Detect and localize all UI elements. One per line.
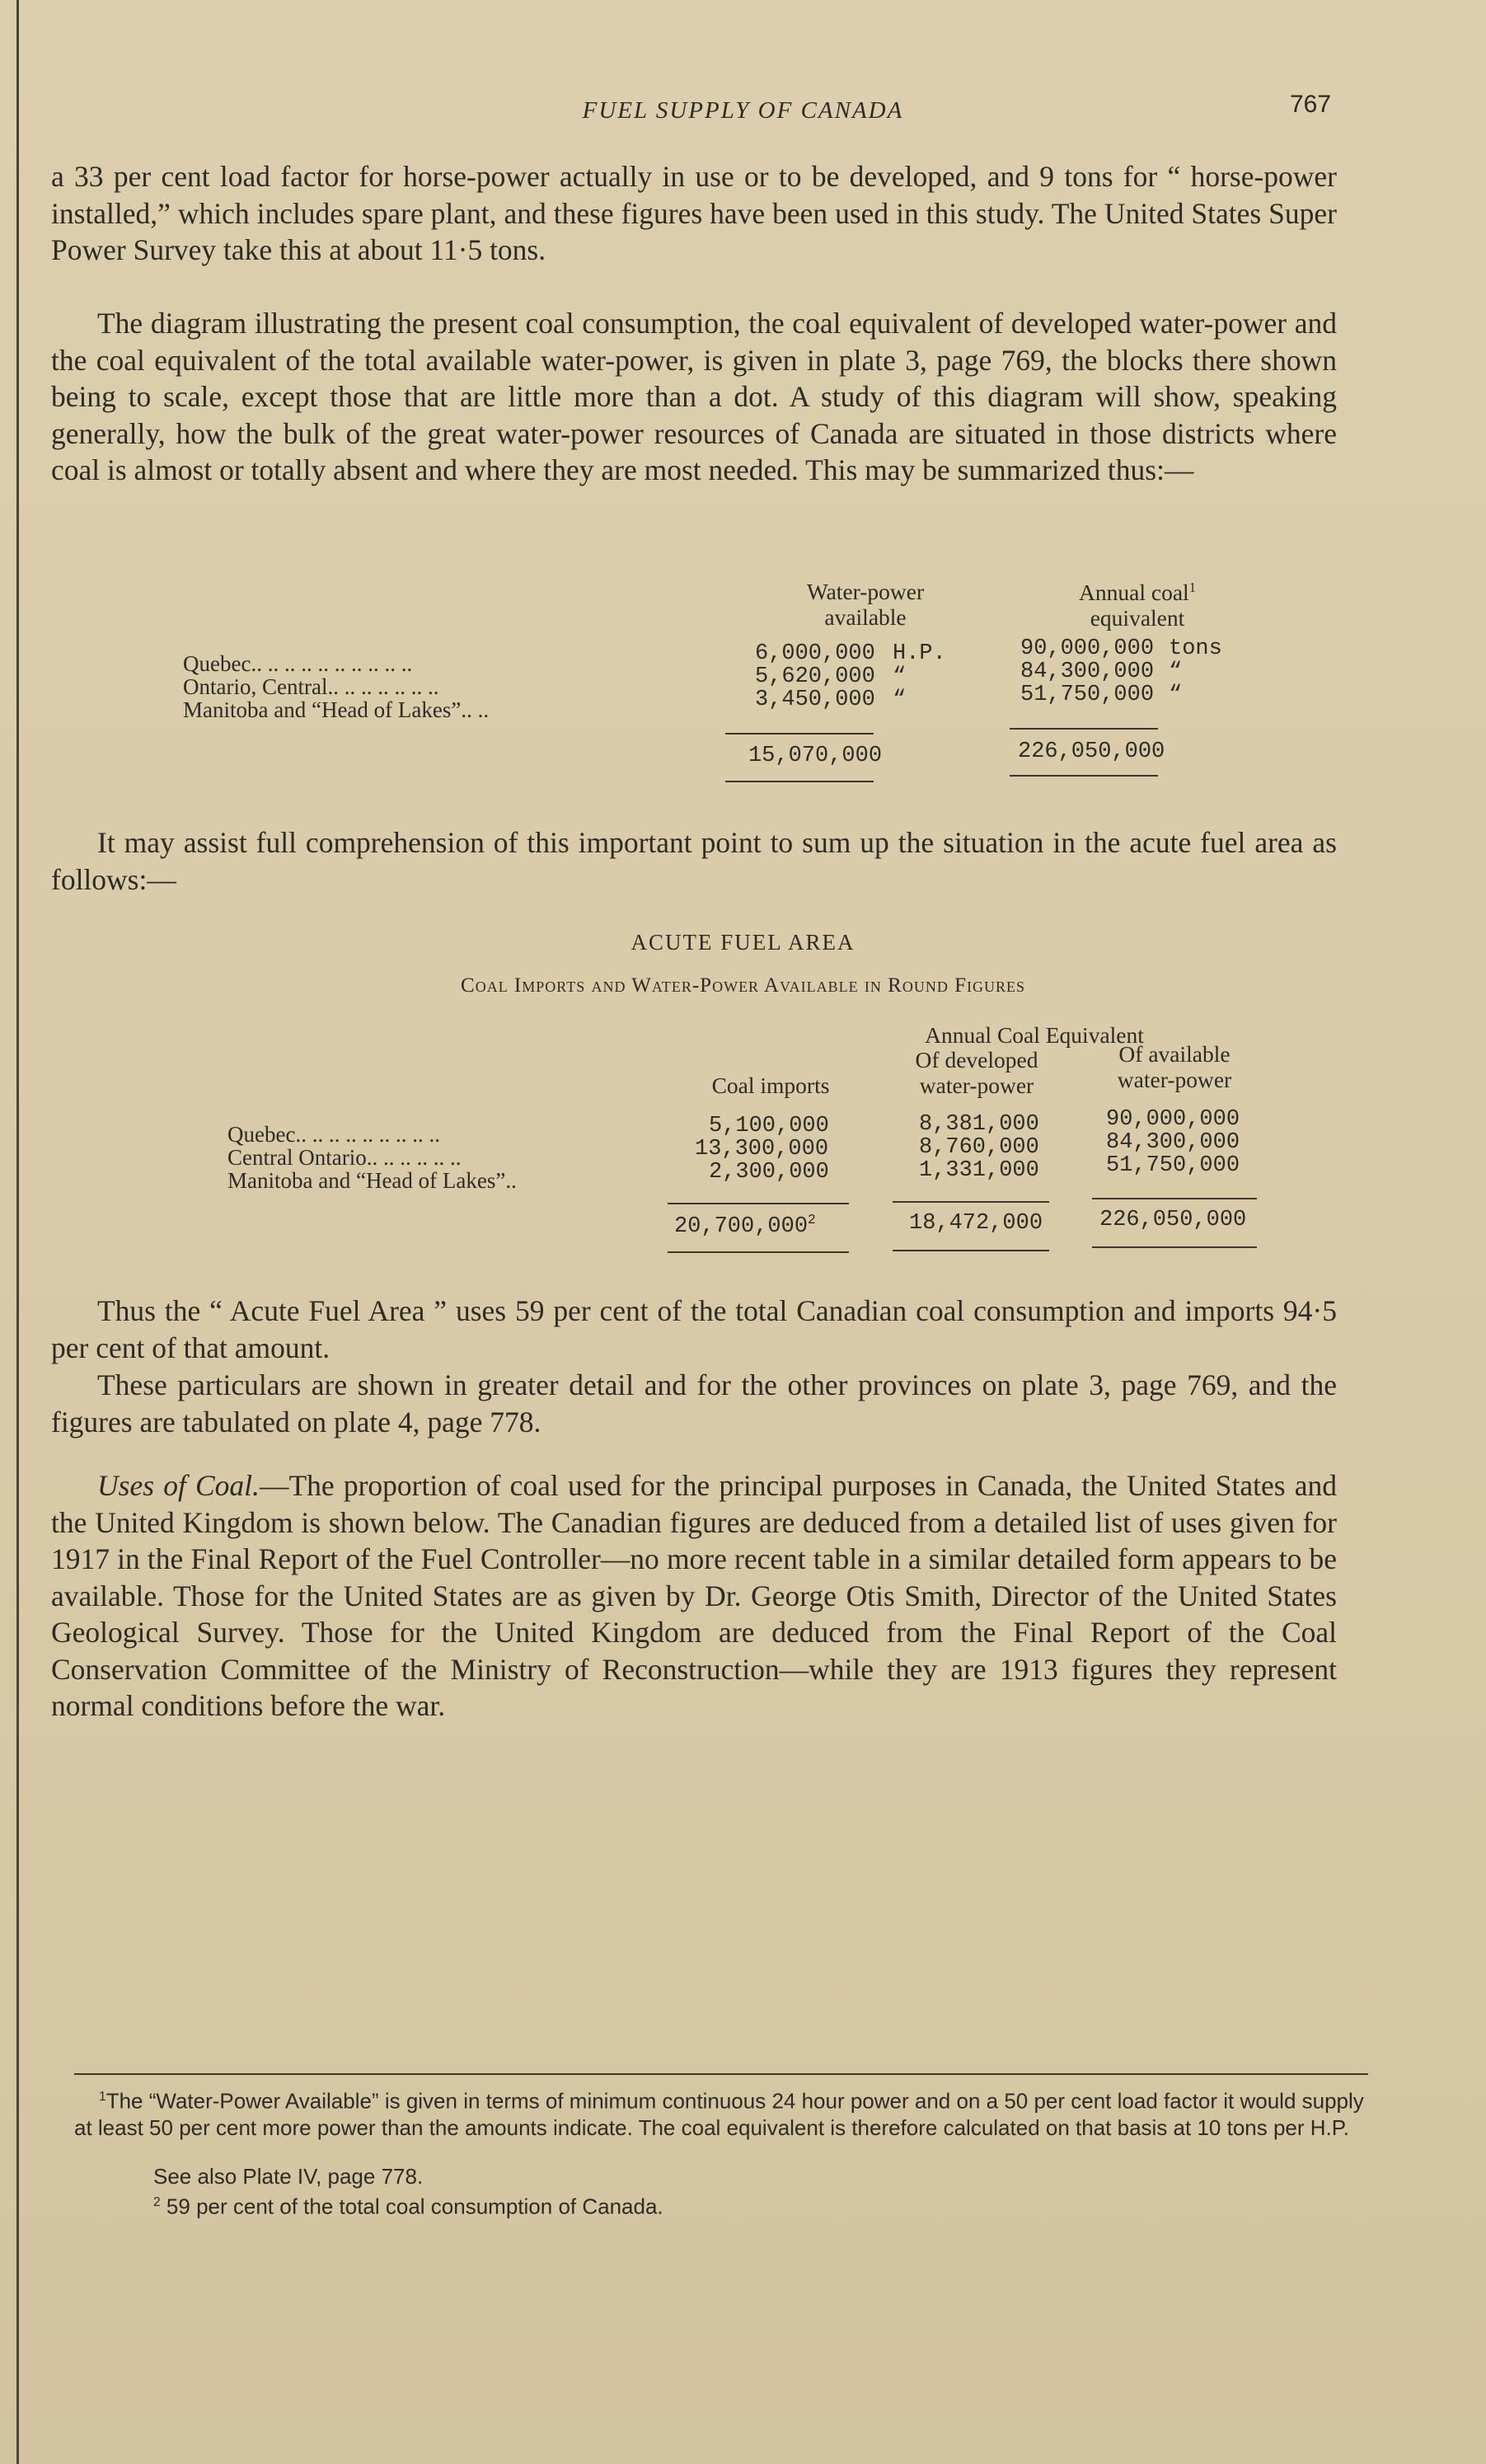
footnote-2 [153, 2189, 1307, 2220]
cell-wp-unit-quebec: H.P. [893, 641, 946, 666]
cell-wp-ontario: 5,620,000 [755, 664, 875, 689]
t2-imports-quebec: 5,100,000 [709, 1114, 829, 1138]
t2-available-ontario: 84,300,000 [1106, 1130, 1240, 1155]
paragraph-acute-fuel-usage: Thus the “ Acute Fuel Area ” uses 59 per cent of the total Canadian coal consumption and imports 94·5 per cent of that amount. [51, 1294, 1337, 1364]
paragraph-load-factor: a 33 per cent load factor for horse-power actually in use or to be developed, and 9 tons for “ horse-power installed,” which includes spare plant, and these figures have been used in this study. The United States Super Power Survey take this at about 11·5 tons. [51, 160, 1337, 266]
header-developed [886, 1047, 1067, 1098]
table2-rule-3 [1092, 1198, 1257, 1199]
t2-total-imports [674, 1213, 816, 1239]
t2-imports-ontario: 13,300,000 [695, 1137, 829, 1162]
footnote-2-mark: 2 [153, 2195, 161, 2209]
cell-wp-quebec: 6,000,000 [755, 641, 875, 666]
header-annual-coal-line2: equivalent [1090, 605, 1185, 631]
t2-total-available: 226,050,000 [1099, 1208, 1247, 1232]
table2-rule-6 [1092, 1246, 1257, 1248]
header-annual-coal-equivalent: Annual Coal Equivalent [925, 1022, 1144, 1048]
total-coal-equivalent: 226,050,000 [1018, 739, 1165, 764]
footnote-1-mark: 1 [99, 2090, 106, 2104]
footnote-ref-2: 2 [808, 1213, 816, 1227]
header-developed-line2: water-power [919, 1072, 1034, 1098]
cell-coal-manitoba: 51,750,000 [1020, 683, 1155, 707]
t2-developed-quebec: 8,381,000 [919, 1112, 1039, 1137]
header-available-line1: Of available [1118, 1041, 1231, 1067]
table2-title: ACUTE FUEL AREA [630, 930, 856, 955]
t2-available-quebec: 90,000,000 [1106, 1107, 1240, 1132]
row-label-quebec: Quebec.. .. .. .. .. .. .. .. .. .. [183, 651, 413, 676]
t2-total-developed: 18,472,000 [909, 1211, 1043, 1236]
table2-rule-5 [893, 1250, 1049, 1251]
paragraph-uses-of-coal [51, 1467, 1337, 1725]
header-annual-coal-line1: Annual coal [1079, 580, 1189, 606]
cell-coal-unit-manitoba: “ [1169, 683, 1183, 707]
cell-wp-unit-manitoba: “ [893, 688, 907, 712]
header-available-line2: water-power [1117, 1067, 1232, 1092]
row-label-ontario: Ontario, Central.. .. .. .. .. .. .. [183, 674, 439, 699]
t2-imports-manitoba: 2,300,000 [709, 1160, 829, 1185]
header-water-power-line2: available [824, 604, 907, 630]
header-water-power-line1: Water-power [806, 579, 925, 604]
cell-coal-ontario: 84,300,000 [1020, 659, 1155, 684]
t2-available-manitoba: 51,750,000 [1106, 1153, 1240, 1178]
table2-rule-2 [893, 1201, 1049, 1203]
footnote-ref-1: 1 [1188, 580, 1196, 595]
paragraph-diagram: The diagram illustrating the present coal consumption, the coal equivalent of developed water-power and the coal equivalent of the total available water-power, is given in plate 3, page 769, the blocks there shown being to scale, except those that are little more than a dot. A study of this diagram will show, speaking generally, how the bulk of the great water-power resources of Canada are situated in those districts where coal is almost or totally absent and where they are most needed. This may be summarized thus:— [51, 307, 1337, 486]
paragraph-acute-area-intro: It may assist full comprehension of this important point to sum up the situation in the acute fuel area as follows:— [51, 826, 1337, 896]
cell-coal-unit-quebec: tons [1169, 636, 1222, 661]
running-header: FUEL SUPPLY OF CANADA [582, 97, 904, 124]
table2-rule-4 [668, 1251, 849, 1253]
footnote-2-text: 59 per cent of the total coal consumption of Canada. [166, 2194, 663, 2219]
page-number: 767 [1290, 91, 1332, 118]
t2-developed-manitoba: 1,331,000 [919, 1158, 1039, 1183]
t2-developed-ontario: 8,760,000 [919, 1135, 1039, 1160]
total-water-power: 15,070,000 [748, 744, 883, 768]
footnote-divider [74, 2073, 1368, 2075]
table2-rule-1 [668, 1203, 849, 1204]
cell-coal-unit-ontario: “ [1169, 659, 1183, 684]
cell-coal-quebec: 90,000,000 [1020, 636, 1155, 661]
row-label-manitoba: Manitoba and “Head of Lakes”.. .. [183, 697, 490, 722]
cell-wp-unit-ontario: “ [893, 664, 907, 689]
footnote-1-text: The “Water-Power Available” is given in terms of minimum continuous 24 hour power and on a 50 per cent load factor it would supply at least 50 per cent more power than the amounts indicate. The coal equivalent is therefore calculated on that basis at 10 tons per H.P. [74, 2088, 1364, 2140]
t2-row-label-ontario: Central Ontario.. .. .. .. .. .. [227, 1145, 462, 1170]
paragraph-plate-reference: These particulars are shown in greater detail and for the other provinces on plate 3, page 769, and the figures are tabulated on plate 4, page 778. [51, 1368, 1337, 1439]
footnote-1-see-also: See also Plate IV, page 778. [153, 2164, 424, 2189]
t2-total-imports-value: 20,700,000 [674, 1214, 809, 1239]
table2-subtitle: Coal Imports and Water-Power Available in Round Figures [461, 974, 1025, 997]
header-available [1080, 1041, 1269, 1092]
header-developed-line1: Of developed [915, 1047, 1038, 1072]
t2-row-label-manitoba: Manitoba and “Head of Lakes”.. [227, 1168, 517, 1193]
uses-of-coal-heading: Uses of Coal. [97, 1469, 260, 1502]
cell-wp-manitoba: 3,450,000 [755, 688, 875, 712]
uses-of-coal-body: —The proportion of coal used for the principal purposes in Canada, the United States and the United Kingdom is shown below. The Canadian figures are deduced from a detailed list of uses given for 1917 in the Final Report of the Fuel Controller—no more recent table in a similar detailed form appears to be available. Those for the United States are as given by Dr. George Otis Smith, Director of the United States Geological Survey. Those for the United Kingdom are deduced from the Final Report of the Coal Conservation Committee of the Ministry of Reconstruction—while they are 1913 figures they represent normal conditions before the war. [51, 1469, 1337, 1722]
header-coal-imports: Coal imports [711, 1072, 830, 1098]
t2-row-label-quebec: Quebec.. .. .. .. .. .. .. .. .. [227, 1122, 440, 1147]
footnote-1 [74, 2084, 1368, 2141]
